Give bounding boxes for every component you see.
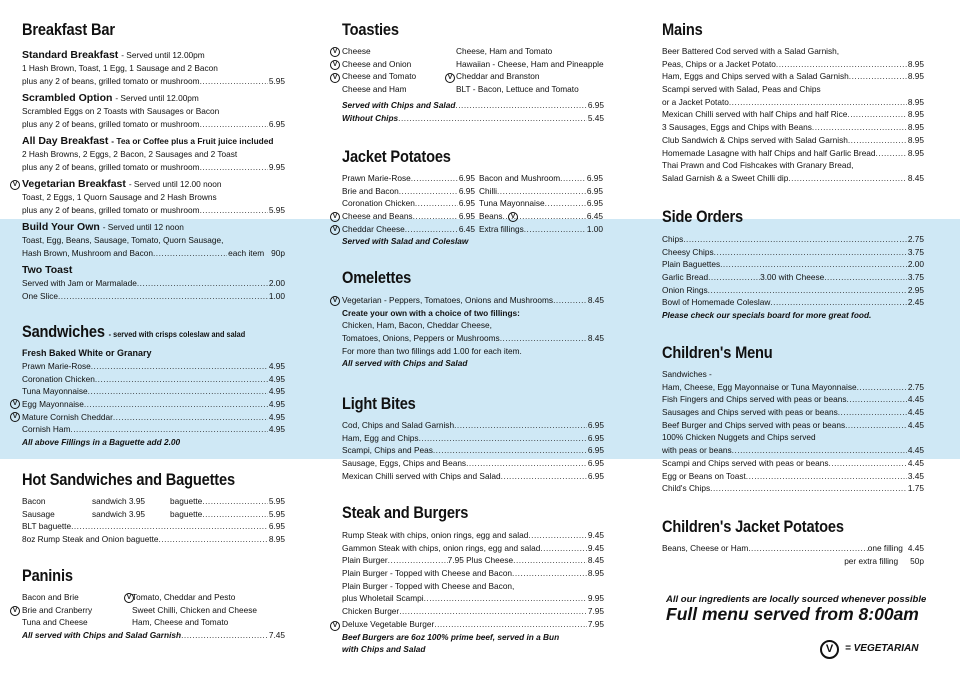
vegetarian-icon: V [330, 73, 340, 83]
jacket-potatoes-title: Jacket Potatoes [342, 147, 451, 166]
vegetarian-icon: V [330, 47, 340, 57]
list-item: Prawn Marie-Rose ..... 4.95 [22, 360, 285, 373]
omelettes-title: Omelettes [342, 268, 412, 287]
all-day-breakfast: All Day Breakfast - Tea or Coffee plus a Fruit juice included 2 Hash Browns, 2 Eggs, 2 Bacon, 2 Sausages and 2 Toast plus any 2 of beans, grilled tomato or mushroom ..... 9.95 [22, 134, 285, 173]
vegetarian-icon: V [508, 212, 518, 222]
list-item: BLT baguette ..... 6.95 [22, 520, 285, 533]
list-item: Homemade Lasagne with half Chips and half Garlic Bread ..... 8.95 [662, 147, 924, 160]
vegetarian-icon: V [10, 399, 20, 409]
vegetarian-icon: V [10, 180, 20, 190]
build-your-own: Build Your Own - Served until 12 noon Toast, Egg, Beans, Sausage, Tomato, Quorn Sausage, Hash Brown, Mushroom and Bacon ..... each item 90p [22, 220, 285, 259]
paninis-title: Paninis [22, 566, 73, 585]
steak-burgers-list: Rump Steak with chips, onion rings, egg and salad ..... 9.45 Gammon Steak with chips, onion rings, egg and salad ..... 9.45 Plain Burger ..... 7.95 Plus Cheese ..... 8.45 Plain Burger - Topped with Cheese and Bacon ..... 8.95 Plain Burger - Topped with Cheese and Bacon, plus Wholetail Scampi ..... 9.95 Chicken Burger ..... 7.95 Deluxe Vegetable Burger ..... 7.95 Beef Burgers are 6oz 100% prime beef, served in a Bun with Chips and Salad [342, 529, 604, 656]
list-item: Cornish Ham ..... 4.95 [22, 423, 285, 436]
vegetarian-icon: V [330, 296, 340, 306]
list-item: Club Sandwich & Chips served with Salad Garnish ..... 8.95 [662, 134, 924, 147]
light-bites-title: Light Bites [342, 394, 416, 413]
list-item: Scampi and Chips served with peas or beans ..... 4.45 [662, 457, 924, 470]
list-item: Sausage sandwich 3.95 baguette ..... 5.95 [22, 508, 285, 521]
list-item: Scampi, Chips and Peas ..... 6.95 [342, 444, 604, 457]
childrens-menu-title: Children's Menu [662, 343, 773, 362]
hot-sandwiches-title: Hot Sandwiches and Baguettes [22, 470, 235, 489]
vegetarian-icon: V [330, 621, 340, 631]
childrens-jacket-list: Beans, Cheese or Ham ..... one filling 4.45 per extra filling 50p [662, 542, 924, 567]
vegetarian-breakfast: Vegetarian Breakfast - Served until 12.00 noon Toast, 2 Eggs, 1 Quorn Sausage and 2 Hash Browns plus any 2 of beans, grilled tomato or mushroom ..... 5.95 [22, 177, 285, 216]
vegetarian-icon: V [330, 212, 340, 222]
vegetarian-legend [820, 640, 918, 659]
vegetarian-legend-label: = VEGETARIAN [845, 643, 919, 655]
omelettes-list: Vegetarian - Peppers, Tomatoes, Onions and Mushrooms ..... 8.45 Create your own with a choice of two fillings: Chicken, Ham, Bacon, Cheddar Cheese, Tomatoes, Onions, Peppers or Mushrooms ..... 8.45 For more than two fillings add 1.00 for each item. All served with Chips and Salad [342, 294, 604, 370]
list-item: Cod, Chips and Salad Garnish ..... 6.95 [342, 419, 604, 432]
vegetarian-icon: V [445, 73, 455, 83]
list-item: 3 Sausages, Eggs and Chips with Beans ..... 8.95 [662, 121, 924, 134]
jacket-potatoes-list: Prawn Marie-Rose ..... 6.95 Brie and Bacon ..... 6.95 Coronation Chicken ..... 6.95 Cheese and Beans ..... 6.95 Cheddar Cheese ..... 6.45 Bacon and Mushroom ..... 6.95 Chilli ..... 6.95 Tuna Mayonnaise ..... 6.95 Beans ..... 6.45 Extra fillings ..... 1.00 Served with Salad and Coleslaw [342, 172, 604, 248]
list-item: Child's Chips ..... 1.75 [662, 482, 924, 495]
list-item: Coronation Chicken ..... 4.95 [22, 373, 285, 386]
list-item: Mature Cornish Cheddar ..... 4.95 [22, 411, 285, 424]
steak-burgers-title: Steak and Burgers [342, 503, 469, 522]
full-menu-note: Full menu served from 8:00am [666, 604, 919, 624]
scrambled-option: Scrambled Option - Served until 12.00pm Scrambled Eggs on 2 Toasts with Sausages or Bacon plus any 2 of beans, grilled tomato or mushroom ..... 6.95 [22, 91, 285, 130]
list-item: Fish Fingers and Chips served with peas or beans ..... 4.45 [662, 393, 924, 406]
list-item: Egg or Beans on Toast ..... 3.45 [662, 470, 924, 483]
list-item: Cheesy Chips ..... 3.75 [662, 246, 924, 259]
sandwiches-title: Sandwiches - served with crisps coleslaw and salad [22, 322, 246, 341]
list-item: Garlic Bread ..... 3.00 with Cheese ..... 3.75 [662, 271, 924, 284]
childrens-menu-list: Sandwiches - Ham, Cheese, Egg Mayonnaise or Tuna Mayonnaise ..... 2.75 Fish Fingers and Chips served with peas or beans ..... 4.45 Sausages and Chips served with peas or beans ..... 4.45 Beef Burger and Chips served with peas or beans ..... 4.45 100% Chicken Nuggets and Chips served with peas or beans ..... 4.45 Scampi and Chips served with peas or beans ..... 4.45 Egg or Beans on Toast ..... 3.45 Child's Chips ..... 1.75 [662, 368, 924, 495]
list-item: Bacon sandwich 3.95 baguette ..... 5.95 [22, 495, 285, 508]
light-bites-list [342, 419, 604, 482]
vegetarian-icon: V [330, 225, 340, 235]
list-item: 8oz Rump Steak and Onion baguette ..... 8.95 [22, 533, 285, 546]
sandwiches-list: Fresh Baked White or Granary Prawn Marie-Rose ..... 4.95 Coronation Chicken ..... 4.95 Tuna Mayonnaise ..... 4.95 Egg Mayonnaise ..... 4.95 Mature Cornish Cheddar ..... 4.95 Cornish Ham ..... 4.95 All above Fillings in a Baguette add 2.00 [22, 346, 285, 449]
two-toast: Two Toast Served with Jam or Marmalade ..... 2.00 One Slice ..... 1.00 [22, 263, 285, 302]
vegetarian-icon: V [124, 593, 134, 603]
list-item: Plain Baguettes ..... 2.00 [662, 258, 924, 271]
side-orders-list: Chips ..... 2.75 Cheesy Chips ..... 3.75 Plain Baguettes ..... 2.00 Garlic Bread ..... 3.00 with Cheese ..... 3.75 Onion Rings ..... 2.95 Bowl of Homemade Coleslaw ..... 2.45 Please check our specials board for more great food. [662, 233, 924, 322]
childrens-jacket-title: Children's Jacket Potatoes [662, 517, 844, 536]
list-item: Chips ..... 2.75 [662, 233, 924, 246]
side-orders-title: Side Orders [662, 207, 744, 226]
vegetarian-icon: V [10, 412, 20, 422]
list-item: Sausages and Chips served with peas or beans ..... 4.45 [662, 406, 924, 419]
mains-list: Beer Battered Cod served with a Salad Garnish, Peas, Chips or a Jacket Potato ..... 8.95 Ham, Eggs and Chips served with a Salad Garnish ..... 8.95 Scampi served with Salad, Peas and Chips or a Jacket Potato ..... 8.95 Mexican Chilli served with half Chips and half Rice ..... 8.95 3 Sausages, Eggs and Chips with Beans ..... 8.95 Club Sandwich & Chips served with Salad Garnish ..... 8.95 Homemade Lasagne with half Chips and half Garlic Bread ..... 8.95 Thai Prawn and Cod Fishcakes with Granary Bread, Salad Garnish & a Sweet Chilli dip ..... 8.45 [662, 45, 924, 185]
list-item: Onion Rings ..... 2.95 [662, 284, 924, 297]
mains-title: Mains [662, 20, 703, 39]
list-item: Ham, Egg and Chips ..... 6.95 [342, 432, 604, 445]
list-item: Mexican Chilli served with Chips and Salad ..... 6.95 [342, 470, 604, 483]
paninis-list: Bacon and Brie Tomato, Cheddar and Pesto Brie and Cranberry Sweet Chilli, Chicken and Cheese Tuna and Cheese Ham, Cheese and Tomato All served with Chips and Salad Garnish ..... 7.45 [22, 591, 285, 642]
list-item: Bowl of Homemade Coleslaw ..... 2.45 [662, 296, 924, 309]
locally-sourced-note: All our ingredients are locally sourced whenever possible [666, 594, 927, 605]
vegetarian-icon: V [10, 606, 20, 616]
toasties-list: Cheese Cheese, Ham and Tomato Cheese and Onion Hawaiian - Cheese, Ham and Pineapple Cheese and Tomato Cheddar and Branston Cheese and Ham BLT - Bacon, Lettuce and Tomato Served with Chips and Salad ..... 6.95 Without Chips ..... 5.45 [342, 45, 604, 124]
list-item: Sausage, Eggs, Chips and Beans ..... 6.95 [342, 457, 604, 470]
list-item: Beef Burger and Chips served with peas or beans ..... 4.45 [662, 419, 924, 432]
standard-breakfast: Standard Breakfast - Served until 12.00pm 1 Hash Brown, Toast, 1 Egg, 1 Sausage and 2 Bacon plus any 2 of beans, grilled tomato or mushroom ..... 5.95 [22, 48, 285, 87]
toasties-title: Toasties [342, 20, 399, 39]
vegetarian-icon: V [330, 60, 340, 70]
hot-sandwiches-list [22, 495, 285, 546]
list-item: Egg Mayonnaise ..... 4.95 [22, 398, 285, 411]
list-item: Mexican Chilli served with half Chips and half Rice ..... 8.95 [662, 108, 924, 121]
breakfast-title: Breakfast Bar [22, 20, 115, 39]
list-item: Tuna Mayonnaise ..... 4.95 [22, 385, 285, 398]
vegetarian-legend-icon: V [820, 640, 839, 659]
